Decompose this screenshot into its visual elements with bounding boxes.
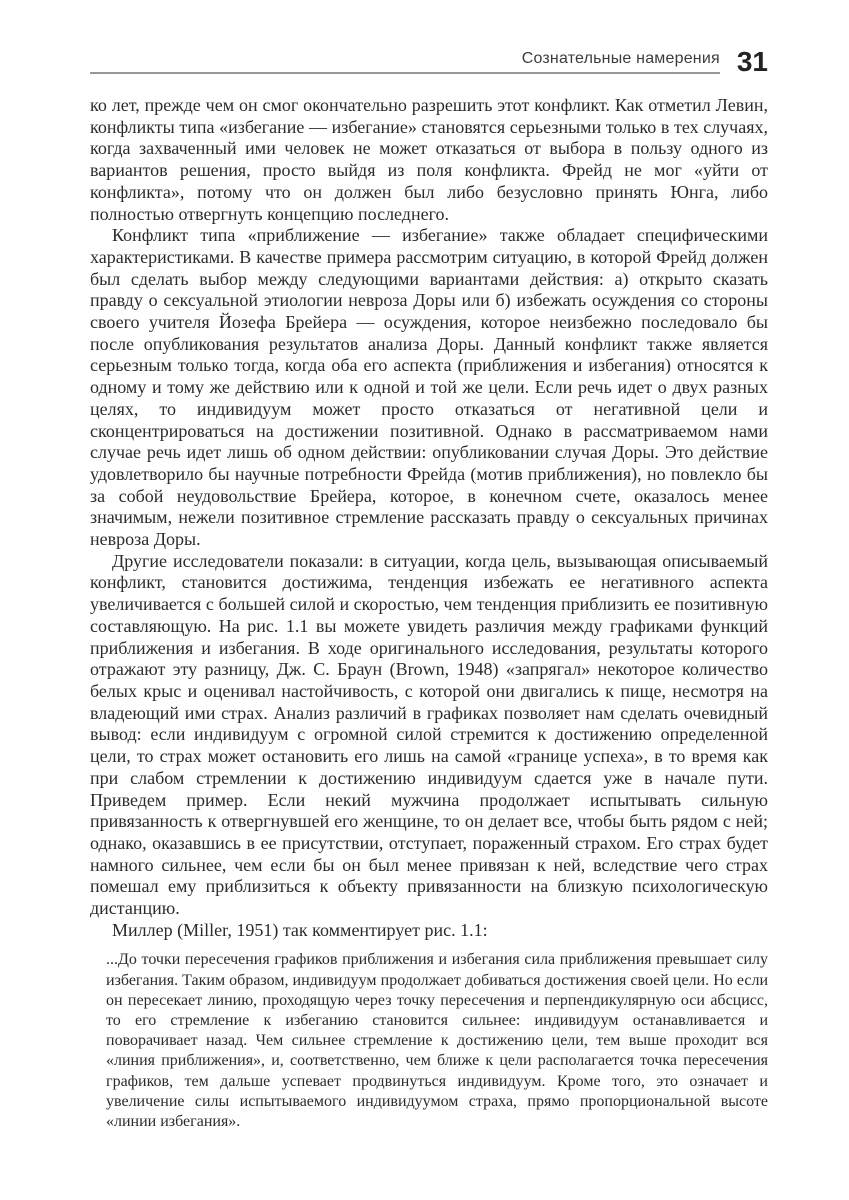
paragraph-2: Конфликт типа «приближение — избегание» также обладает специфическими характеристиками. В качестве примера рассмотрим ситуацию, в которой Фрейд должен был сделать выбор между следующими вариантами действия: а) открыто сказать правду о сексуальной этиологии невроза Доры или б) избежать осуждения со стороны своего учителя Йозефа Брейера — осуждения, которое неизбежно последовало бы после опубликования результатов анализа Доры. Данный конфликт также является серьезным только тогда, когда оба его аспекта (приближения и избегания) относятся к одному и тому же действию или к одной и той же цели. Если речь идет о двух разных целях, то индивидуум может просто отказаться от негативной цели и сконцентрироваться на достижении позитивной. Однако в рассматриваемом нами случае речь идет лишь об одном действии: опубликовании случая Доры. Это действие удовлетворило бы научные потребности Фрейда (мотив приближения), но повлекло бы за собой неудовольствие Брейера, которое, в конечном счете, оказалось менее значимым, нежели позитивное стремление рассказать правду о сексуальных причинах невроза Доры.: [90, 225, 768, 550]
running-head: Сознательные намерения: [521, 50, 720, 67]
paragraph-4: Миллер (Miller, 1951) так комментирует рис. 1.1:: [112, 919, 488, 940]
page-number: 31: [736, 46, 768, 77]
paragraph-3: Другие исследователи показали: в ситуации, когда цель, вызывающая описываемый конфликт, становится достижима, тенденция избежать ее негативного аспекта увеличивается с большей силой и скоростью, чем тенденция приблизить ее позитивную составляющую. На рис. 1.1 вы можете увидеть различия между графиками функций приближения и избегания. В ходе оригинального исследования, результаты которого отражают эту разницу, Дж. С. Браун (Brown, 1948) «запрягал» некоторое количество белых крыс и оценивал настойчивость, с которой они двигались к пище, несмотря на владеющий ими страх. Анализ различий в графиках позволяет нам сделать очевидный вывод: если индивидуум с огромной силой стремится к достижению определенной цели, то страх может остановить его лишь на самой «границе успеха», в то время как при слабом стремлении к достижению индивидуум сдается уже в начале пути. Приведем пример. Если некий мужчина продолжает испытывать сильную привязанность к отвергнувшей его женщине, то он делает все, чтобы быть рядом с ней; однако, оказавшись в ее присутствии, отступает, пораженный страхом. Его страх будет намного сильнее, чем если бы он был менее привязан к ней, вследствие чего страх помешал ему приблизиться к объекту привязанности на близкую психологическую дистанцию.: [90, 550, 768, 919]
page-content: [90, 95, 768, 1132]
header-rule: [90, 50, 720, 74]
block-quote: ...До точки пересечения графиков приближения и избегания сила приближения превышает силу избегания. Таким образом, индивидуум продолжает добиваться достижения своей цели. Но если он пересекает линию, проходящую через точку пересечения и перпендикулярную оси абсцисс, то его стремление к избеганию становится сильнее: индивидуум останавливается и поворачивает назад. Чем сильнее стремление к достижению цели, тем выше проходит вся «линия приближения», и, соответственно, чем ближе к цели располагается точка пересечения графиков, тем дальше успевает продвинуться индивидуум. Кроме того, это означает и увеличение силы испытываемого индивидуумом страха, прямо пропорциональной высоте «линии избегания».: [106, 951, 768, 1131]
paragraph-1: ко лет, прежде чем он смог окончательно разрешить этот конфликт. Как отметил Левин, конфликты типа «избегание — избегание» становятся серьезными только в тех случаях, когда захваченный ими человек не может отказаться от выбора в пользу одного из вариантов решения, просто выйдя из поля конфликта. Фрейд не мог «уйти от конфликта», потому что он должен был либо безусловно принять Юнга, либо полностью отвергнуть концепцию последнего.: [90, 95, 768, 224]
page-header: [90, 46, 768, 77]
